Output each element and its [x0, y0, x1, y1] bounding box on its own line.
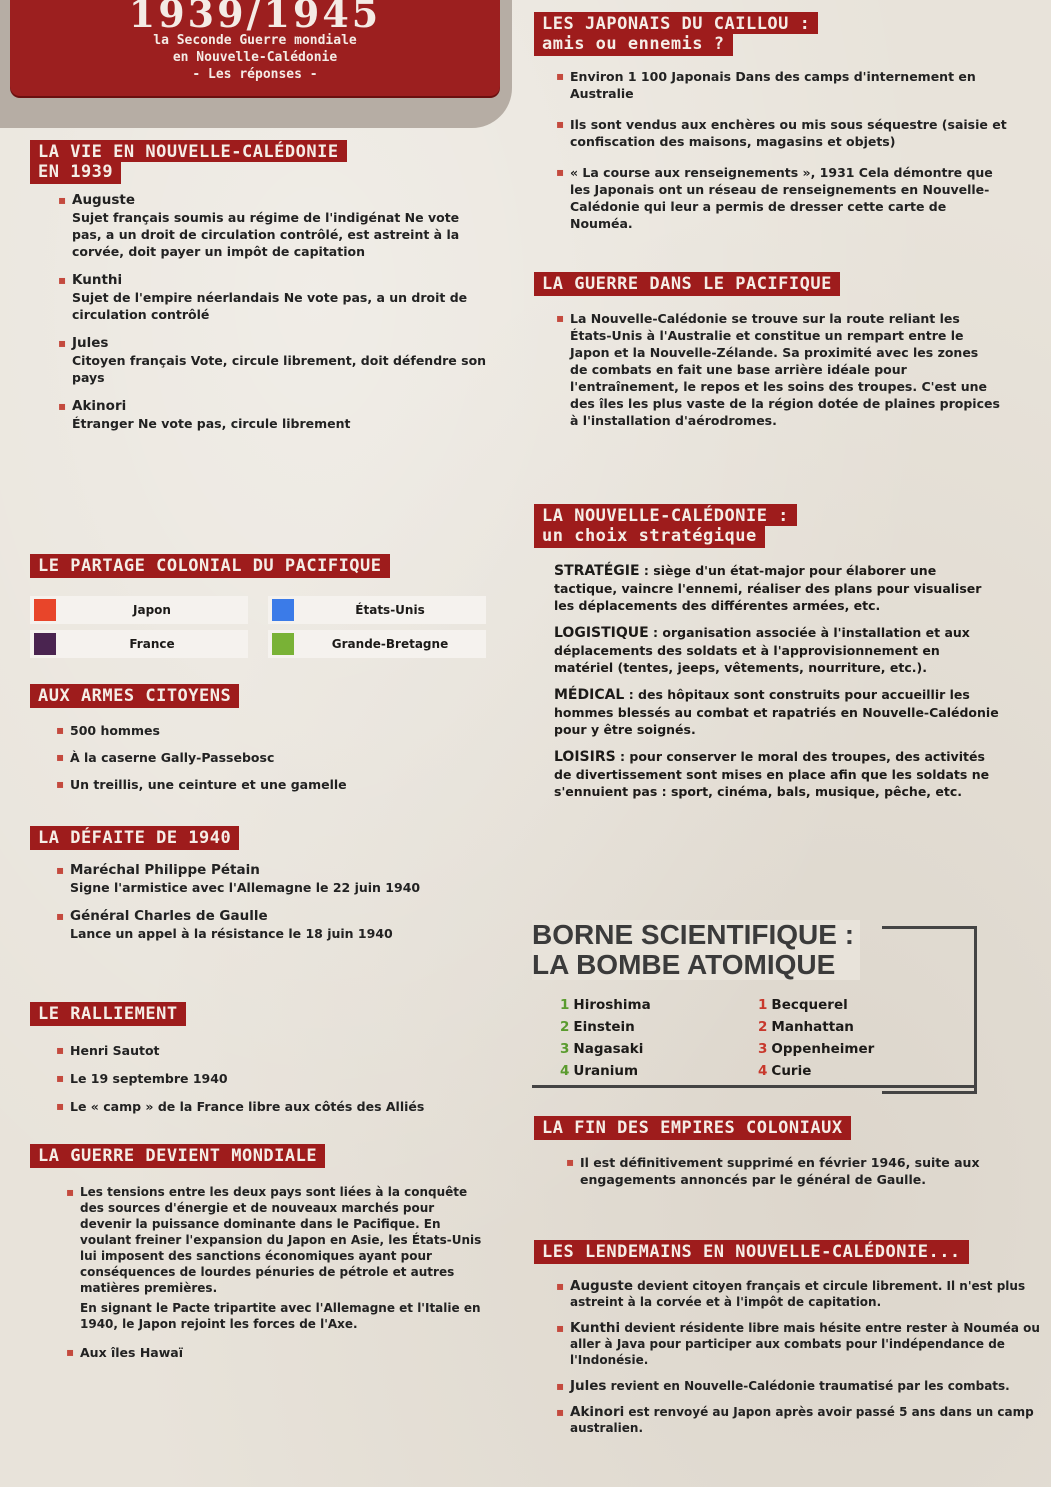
section-vie-title: LA VIE EN NOUVELLE-CALÉDONIE — [30, 140, 347, 162]
bullet-icon: ▪ — [556, 1405, 565, 1419]
borne-answers-right — [758, 994, 874, 1082]
paragraph-medical: MÉDICAL : des hôpitaux sont construits pour accueillir les hommes blessés au combat et rapatriés en Nouvelle-Calédonie pour y être soignés. — [554, 687, 999, 737]
legend-swatch — [272, 633, 294, 655]
borne-frame-right — [882, 926, 977, 1094]
section-choix-strategique — [534, 504, 1014, 810]
list-item: ▪ Jules Citoyen français Vote, circule librement, doit défendre son pays — [58, 335, 487, 385]
section-japonais — [534, 12, 1034, 232]
bullet-icon: ▪ — [556, 69, 565, 83]
list-item: ▪ Les tensions entre les deux pays sont liées à la conquête des sources d'énergie et de nouveaux marchés pour devenir la puissance dominante dans le Pacifique. En voulant freiner l'expansion du Japon en Asie, les États-Unis lui imposent des sanctions économiques ayant pour conséquences de lourdes pénuries de pétrole et autres matières premières. — [66, 1185, 482, 1295]
paragraph-loisirs: LOISIRS : pour conserver le moral des troupes, des activités de divertissement sont mises en place afin que les soldats ne s'ennuient pas : sport, cinéma, bals, musique, pêche, etc. — [554, 749, 990, 799]
section-mondiale-title: LA GUERRE DEVIENT MONDIALE — [30, 1144, 325, 1168]
section-japonais-title-2: amis ou ennemis ? — [534, 34, 733, 56]
bullet-icon: ▪ — [56, 909, 65, 923]
bullet-icon: ▪ — [66, 1185, 75, 1199]
list-item-continued: En signant le Pacte tripartite avec l'Allemagne et l'Italie en 1940, le Japon rejoint les forces de l'Axe. — [80, 1301, 481, 1331]
section-choix-title-2: un choix stratégique — [534, 526, 765, 548]
list-item: ▪ Akinori est renvoyé au Japon après avoir passé 5 ans dans un camp australien. — [556, 1404, 1034, 1435]
color-legend — [30, 596, 486, 664]
bullet-icon: ▪ — [556, 1321, 565, 1335]
list-item: ▪ « La course aux renseignements », 1931 Cela démontre que les Japonais ont un réseau de renseignements en Nouvelle-Calédonie qui leur a permis de dresser cette carte de Nouméa. — [556, 165, 993, 231]
list-item: ▪ Auguste Sujet français soumis au régime de l'indigénat Ne vote pas, a un droit de circulation contrôlé, est astreint à la corvée, doit payer un impôt de capitation — [58, 192, 460, 259]
section-armes — [30, 684, 500, 793]
list-item: ▪ À la caserne Gally-Passebosc — [56, 750, 275, 765]
list-item: ▪ Auguste devient citoyen français et circule librement. Il n'est plus astreint à la corvée et à l'impôt de capitation. — [556, 1278, 1026, 1309]
borne-scientifique-box — [532, 920, 976, 1092]
section-mondiale — [30, 1144, 500, 1361]
bullet-icon: ▪ — [556, 117, 565, 131]
bullet-icon: ▪ — [58, 193, 67, 207]
answer-item: 2 Einstein — [560, 1019, 635, 1035]
answer-item: 3 Nagasaki — [560, 1041, 644, 1057]
legend-swatch — [272, 599, 294, 621]
bullet-icon: ▪ — [58, 399, 67, 413]
list-item: ▪ Jules revient en Nouvelle-Calédonie traumatisé par les combats. — [556, 1378, 1010, 1394]
section-ralliement — [30, 1002, 500, 1115]
legend-item-grande-bretagne: Grande-Bretagne — [268, 630, 486, 658]
list-item: ▪ Le 19 septembre 1940 — [56, 1071, 228, 1086]
section-lendemains — [534, 1240, 1044, 1436]
list-item: ▪ Akinori Étranger Ne vote pas, circule librement — [58, 398, 351, 431]
section-vie-title-2: EN 1939 — [30, 162, 121, 184]
header-line-2: en Nouvelle-Calédonie — [172, 50, 338, 65]
list-item: ▪ Un treillis, une ceinture et une gamelle — [56, 777, 347, 792]
bullet-icon: ▪ — [58, 336, 67, 350]
section-pacifique-title: LA GUERRE DANS LE PACIFIQUE — [534, 272, 840, 296]
section-choix-title: LA NOUVELLE-CALÉDONIE : — [534, 504, 797, 526]
borne-answers-left — [560, 994, 651, 1082]
borne-title: BORNE SCIENTIFIQUE : LA BOMBE ATOMIQUE — [532, 920, 860, 980]
list-item: ▪ Le « camp » de la France libre aux côtés des Alliés — [56, 1099, 425, 1114]
section-ralliement-title: LE RALLIEMENT — [30, 1002, 186, 1026]
legend-item-france: France — [30, 630, 248, 658]
list-item: ▪ La Nouvelle-Calédonie se trouve sur la route reliant les États-Unis à l'Australie et constitue un rempart entre le Japon et la Nouvelle-Zélande. Sa proximité avec les zones de combats en fait une base arrière idéale pour l'entraînement, le repos et les soins des troupes. C'est une des îles les plus vaste de la région dotée de plaines propices à l'installation d'aérodromes. — [556, 311, 1000, 428]
legend-item-etats-unis: États-Unis — [268, 596, 486, 624]
list-item: ▪ Général Charles de Gaulle Lance un appel à la résistance le 18 juin 1940 — [56, 908, 393, 941]
bullet-icon: ▪ — [56, 723, 65, 737]
bullet-icon: ▪ — [56, 1071, 65, 1085]
section-japonais-title: LES JAPONAIS DU CAILLOU : — [534, 12, 818, 34]
bullet-icon: ▪ — [56, 863, 65, 877]
bullet-icon: ▪ — [56, 1099, 65, 1113]
list-item: ▪ 500 hommes — [56, 723, 160, 738]
answer-item: 1 Hiroshima — [560, 997, 651, 1013]
bullet-icon: ▪ — [58, 273, 67, 287]
list-item: ▪ Kunthi devient résidente libre mais hésite entre rester à Nouméa ou aller à Java pour participer aux combats pour l'indépendance de l'Indonésie. — [556, 1320, 1040, 1367]
bullet-icon: ▪ — [556, 1379, 565, 1393]
list-item: ▪ Henri Sautot — [56, 1043, 160, 1058]
answer-item: 1 Becquerel — [758, 997, 848, 1013]
bullet-icon: ▪ — [56, 1043, 65, 1057]
answer-item: 4 Curie — [758, 1063, 812, 1079]
bullet-icon: ▪ — [556, 311, 565, 325]
bullet-icon: ▪ — [56, 777, 65, 791]
list-item: ▪ Maréchal Philippe Pétain Signe l'armistice avec l'Allemagne le 22 juin 1940 — [56, 862, 421, 895]
bullet-icon: ▪ — [566, 1155, 575, 1169]
bullet-icon: ▪ — [556, 165, 565, 179]
section-defaite — [30, 826, 500, 942]
section-fin-empires — [534, 1116, 1034, 1188]
bullet-icon: ▪ — [556, 1279, 565, 1293]
section-partage — [30, 554, 390, 578]
list-item: ▪ Ils sont vendus aux enchères ou mis sous séquestre (saisie et confiscation des maisons, magasins et objets) — [556, 117, 1007, 149]
list-item: ▪ Il est définitivement supprimé en février 1946, suite aux engagements annoncés par le général de Gaulle. — [566, 1155, 980, 1187]
section-pacifique — [534, 272, 1034, 429]
legend-swatch — [34, 633, 56, 655]
header-line-3: - Les réponses - — [192, 67, 318, 82]
section-vie — [30, 140, 500, 432]
header-line-1: la Seconde Guerre mondiale — [153, 33, 357, 48]
header-year: 1939/1945 — [128, 0, 382, 36]
legend-swatch — [34, 599, 56, 621]
section-partage-title: LE PARTAGE COLONIAL DU PACIFIQUE — [30, 554, 390, 578]
answer-item: 3 Oppenheimer — [758, 1041, 875, 1057]
bullet-icon: ▪ — [66, 1345, 75, 1359]
bullet-icon: ▪ — [56, 750, 65, 764]
answer-item: 4 Uranium — [560, 1063, 639, 1079]
legend-item-japon: Japon — [30, 596, 248, 624]
paragraph-logistique: LOGISTIQUE : organisation associée à l'installation et aux déplacements des soldats et à l'approvisionnement en matériel (tentes, jeeps, vêtements, nourriture, etc.). — [554, 625, 970, 675]
paragraph-strategie: STRATÉGIE : siège d'un état-major pour élaborer une tactique, vaincre l'ennemi, réaliser des plans pour visualiser les déplacements des différentes armées, etc. — [554, 563, 982, 613]
section-defaite-title: LA DÉFAITE DE 1940 — [30, 826, 239, 850]
list-item: ▪ Kunthi Sujet de l'empire néerlandais Ne vote pas, a un droit de circulation contrôlé — [58, 272, 468, 322]
list-item: ▪ Aux îles Hawaï — [66, 1345, 183, 1360]
section-lendemains-title: LES LENDEMAINS EN NOUVELLE-CALÉDONIE... — [534, 1240, 969, 1264]
answer-item: 2 Manhattan — [758, 1019, 854, 1035]
header-frame — [0, 0, 512, 128]
section-fin-title: LA FIN DES EMPIRES COLONIAUX — [534, 1116, 851, 1140]
list-item: ▪ Environ 1 100 Japonais Dans des camps d'internement en Australie — [556, 69, 976, 101]
header-banner — [10, 0, 500, 96]
section-armes-title: AUX ARMES CITOYENS — [30, 684, 239, 708]
